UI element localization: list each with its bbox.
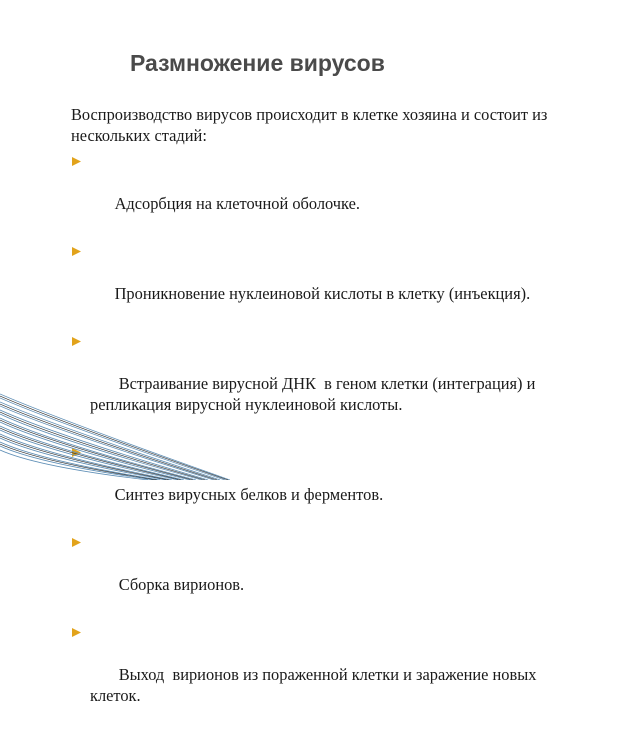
bullet-arrow-icon (72, 157, 81, 166)
slide-title: Размножение вирусов (130, 50, 385, 76)
bullet-arrow-icon (72, 628, 81, 637)
decorative-stripes (0, 380, 230, 480)
bullet-arrow-icon (72, 337, 81, 346)
list-item-text: Адсорбция на клеточной оболочке. (114, 194, 360, 213)
intro-paragraph: Воспроизводство вирусов происходит в клетке хозяина и состоит из нескольких стадий: (71, 105, 548, 145)
list-item (71, 241, 561, 325)
list-item-text: Встраивание вирусной ДНК в геном клетки (интеграция) и репликация вирусной нуклеиновой кислоты. (90, 374, 540, 414)
bullet-arrow-icon (72, 538, 81, 547)
list-item (71, 622, 561, 727)
list-item-text: Сборка вирионов. (114, 575, 245, 594)
list-item-text: Выход вирионов из пораженной клетки и заражение новых клеток. (90, 665, 541, 705)
list-item-text: Проникновение нуклеиновой кислоты в клетку (инъекция). (114, 284, 531, 303)
list-item (71, 532, 561, 616)
bullet-arrow-icon (72, 247, 81, 256)
list-item (71, 151, 561, 235)
list-item-text: Синтез вирусных белков и ферментов. (114, 485, 384, 504)
